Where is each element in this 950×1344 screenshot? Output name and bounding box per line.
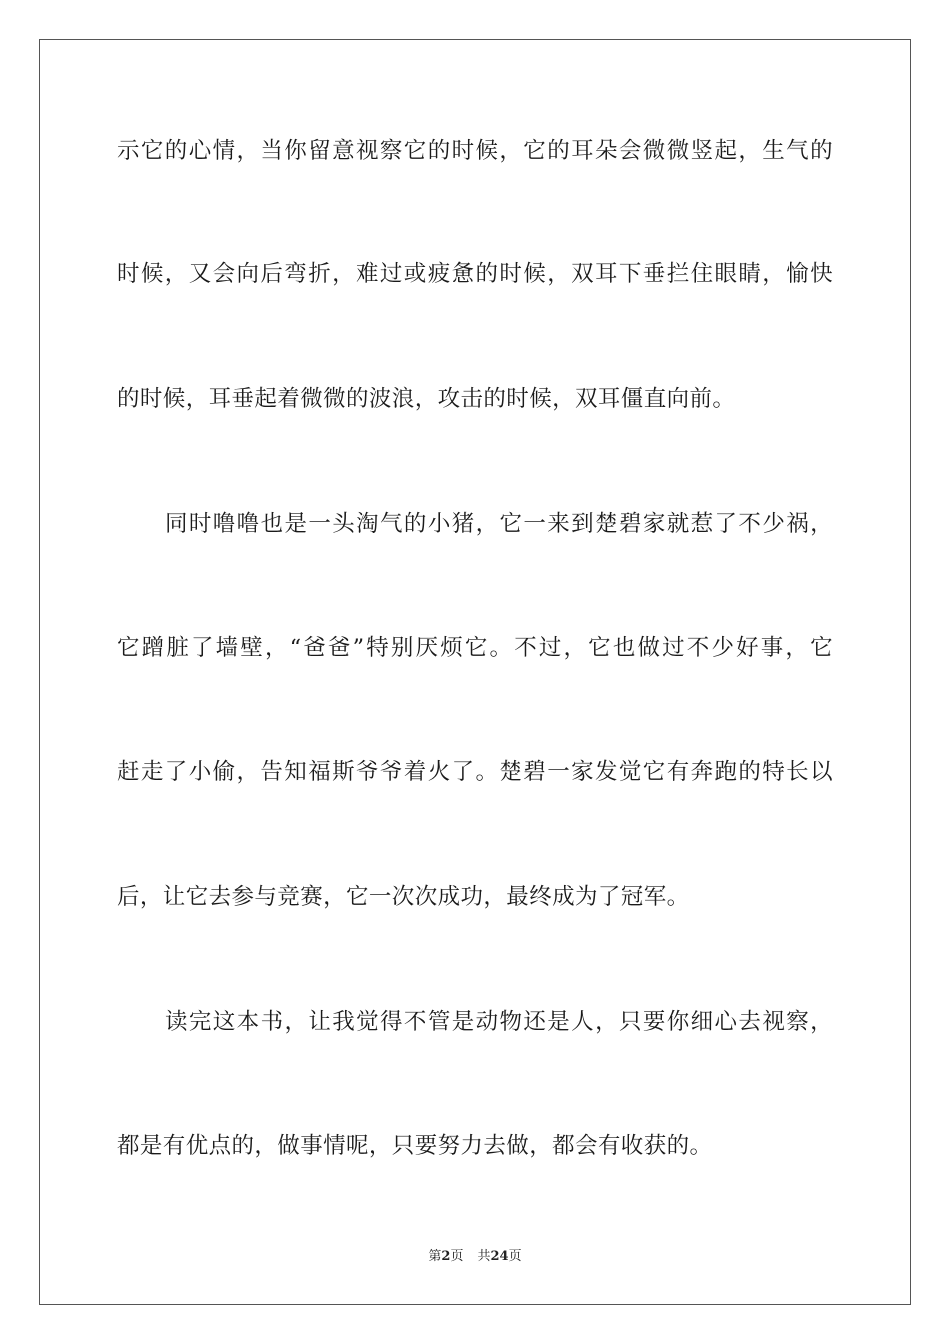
paragraph-line: 它蹭脏了墙壁，“爸爸”特别厌烦它。不过，它也做过不少好事，它 <box>117 635 833 661</box>
paragraph-first-line: 读完这本书，让我觉得不管是动物还是人，只要你细心去视察， <box>165 1009 833 1035</box>
page-label-prefix: 第 <box>428 1249 442 1264</box>
paragraph-line: 赶走了小偷，告知福斯爷爷着火了。楚碧一家发觉它有奔跑的特长以 <box>117 759 833 785</box>
page-footer <box>0 1248 950 1266</box>
total-pages: 24 <box>490 1249 509 1264</box>
paragraph-line: 的时候，耳垂起着微微的波浪，攻击的时候，双耳僵直向前。 <box>117 386 736 412</box>
page-label-suffix: 页 <box>450 1249 464 1264</box>
page-border <box>39 39 911 1305</box>
page-number: 2 <box>441 1249 451 1264</box>
paragraph-line: 都是有优点的，做事情呢，只要努力去做，都会有收获的。 <box>117 1133 713 1159</box>
paragraph-line: 示它的心情，当你留意视察它的时候，它的耳朵会微微竖起，生气的 <box>117 138 833 164</box>
paragraph-line: 后，让它去参与竞赛，它一次次成功，最终成为了冠军。 <box>117 884 690 910</box>
total-label-suffix: 页 <box>508 1249 522 1264</box>
paragraph-line: 时候，又会向后弯折，难过或疲惫的时候，双耳下垂拦住眼睛，愉快 <box>117 261 833 287</box>
paragraph-first-line: 同时噜噜也是一头淘气的小猪，它一来到楚碧家就惹了不少祸， <box>165 511 833 537</box>
total-label-prefix: 共 <box>477 1249 491 1264</box>
